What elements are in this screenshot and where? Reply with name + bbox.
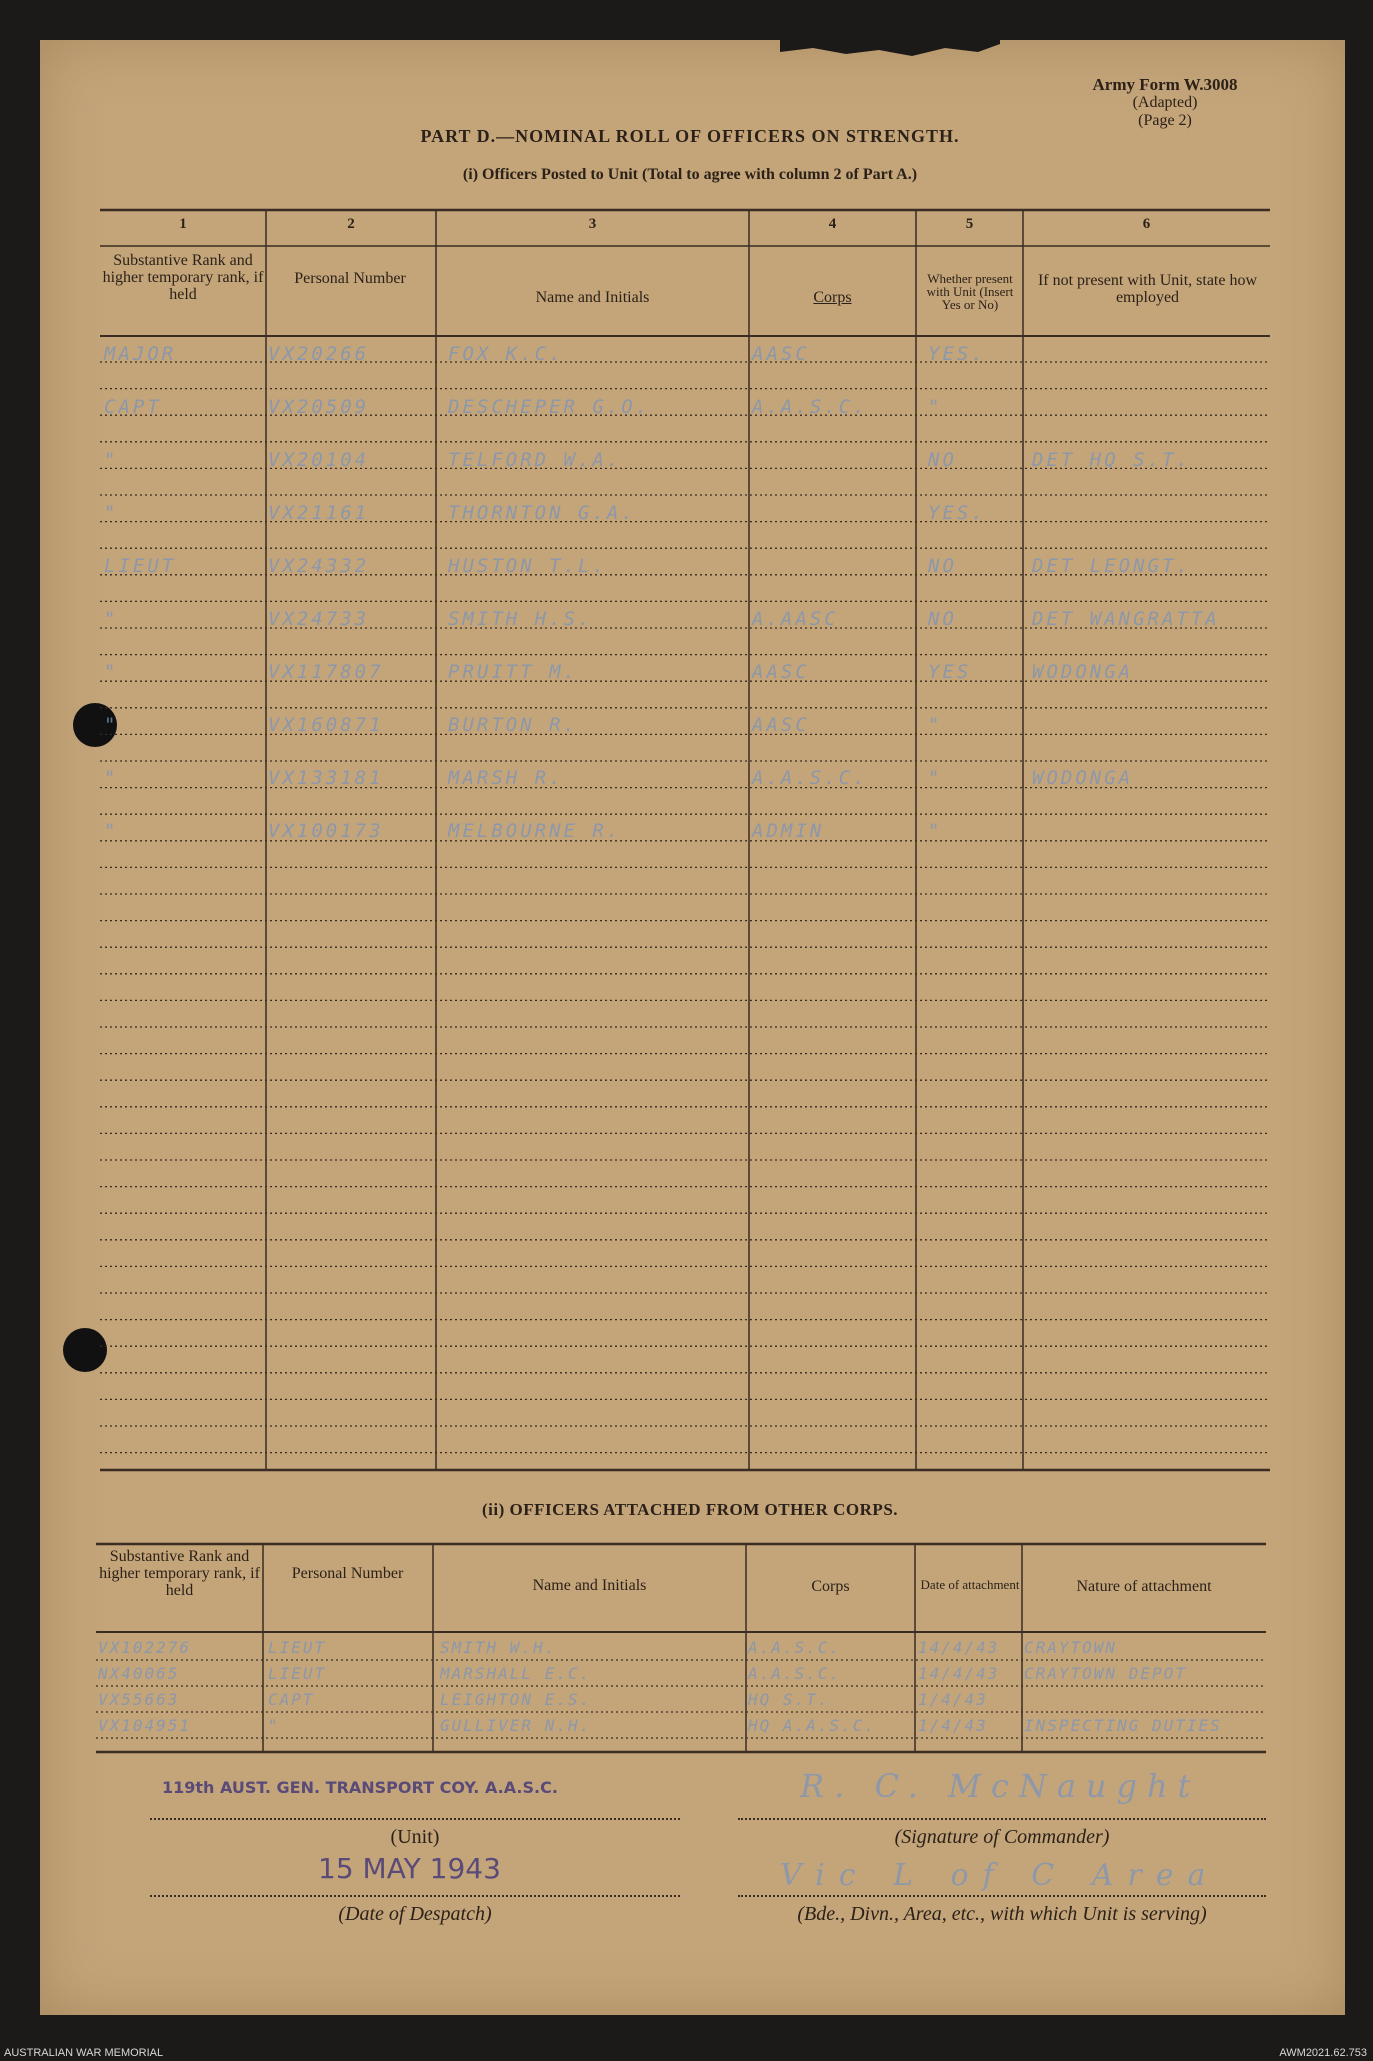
cell-present: ": [928, 767, 943, 789]
cell-name: LEIGHTON E.S.: [440, 1690, 592, 1709]
header-employed: If not present with Unit, state how employed: [1037, 272, 1258, 306]
date-line: [150, 1895, 680, 1897]
area-label: (Bde., Divn., Area, etc., with which Unit is serving): [797, 1903, 1207, 1925]
cell-number: LIEUT: [268, 1638, 327, 1657]
header-name: Name and Initials: [535, 289, 650, 306]
cell-number: VX24332: [268, 555, 370, 577]
cell-present: NO: [928, 555, 957, 577]
cell-name: GULLIVER N.H.: [440, 1716, 592, 1735]
cell-present: NO: [928, 608, 957, 630]
cell-nature: CRAYTOWN: [1024, 1638, 1118, 1657]
area-line: [738, 1895, 1266, 1897]
cell-nature: CRAYTOWN DEPOT: [1024, 1664, 1187, 1683]
cell-name: HUSTON T.L.: [448, 555, 607, 577]
header-rank-ii: Substantive Rank and higher temporary rank, if held: [99, 1548, 260, 1599]
cell-name: BURTON R.: [448, 714, 578, 736]
cell-present: YES.: [928, 343, 986, 365]
part-ii-title: (ii) OFFICERS ATTACHED FROM OTHER CORPS.: [481, 1500, 899, 1519]
cell-employed: DET LEONGT.: [1032, 555, 1191, 577]
cell-present: YES: [928, 661, 972, 683]
cell-date: 14/4/43: [918, 1638, 1000, 1657]
area-handwritten: Vic L of C Area: [780, 1858, 1220, 1893]
cell-number: VX20266: [268, 343, 370, 365]
cell-present: NO: [928, 449, 957, 471]
cell-present: ": [928, 820, 943, 842]
cell-corps: AASC: [752, 343, 810, 365]
cell-name: MARSHALL E.C.: [440, 1664, 592, 1683]
commander-signature: R. C. McNaught: [800, 1767, 1201, 1805]
cell-rank: VX104951: [98, 1716, 192, 1735]
cell-corps: ADMIN: [752, 820, 825, 842]
cell-present: ": [928, 714, 943, 736]
header-present: Whether present with Unit (Insert Yes or No): [926, 271, 1014, 312]
cell-name: DESCHEPER G.O.: [448, 396, 651, 418]
cell-rank: NX40065: [98, 1664, 180, 1683]
header-personal-number-ii: Personal Number: [291, 1565, 404, 1582]
cell-name: SMITH H.S.: [448, 608, 593, 630]
date-label: (Date of Despatch): [338, 1903, 492, 1925]
cell-nature: INSPECTING DUTIES: [1024, 1716, 1222, 1735]
cell-number: VX20509: [268, 396, 370, 418]
cell-number: VX117807: [268, 661, 384, 683]
header-rank: Substantive Rank and higher temporary rank, if held: [102, 252, 264, 303]
cell-rank: ": [104, 608, 119, 630]
cell-name: TELFORD W.A.: [448, 449, 622, 471]
cell-name: SMITH W.H.: [440, 1638, 557, 1657]
header-nature-attachment: Nature of attachment: [1076, 1578, 1212, 1595]
cell-rank: VX55663: [98, 1690, 180, 1709]
header-corps-ii: Corps: [811, 1578, 850, 1595]
cell-corps: A.A.S.C.: [748, 1638, 842, 1657]
cell-number: VX160871: [268, 714, 384, 736]
signature-line: [738, 1818, 1266, 1820]
cell-number: VX100173: [268, 820, 384, 842]
cell-rank: ": [104, 820, 119, 842]
cell-employed: DET WANGRATTA: [1032, 608, 1220, 630]
unit-stamp: 119th AUST. GEN. TRANSPORT COY. A.A.S.C.: [162, 1778, 558, 1797]
cell-name: THORNTON G.A.: [448, 502, 636, 524]
unit-label: (Unit): [390, 1826, 440, 1848]
cell-corps: AASC: [752, 661, 810, 683]
col-number-2: 2: [347, 216, 355, 232]
cell-number: ": [268, 1716, 280, 1735]
cell-rank: ": [104, 714, 119, 736]
cell-name: MARSH R.: [448, 767, 564, 789]
cell-employed: WODONGA: [1032, 767, 1134, 789]
cell-rank: CAPT: [104, 396, 162, 418]
cell-employed: WODONGA: [1032, 661, 1134, 683]
cell-rank: ": [104, 502, 119, 524]
cell-corps: A.A.S.C.: [752, 396, 868, 418]
cell-rank: ": [104, 661, 119, 683]
cell-present: ": [928, 396, 943, 418]
cell-corps: A.A.S.C.: [748, 1664, 842, 1683]
signature-label: (Signature of Commander): [894, 1826, 1110, 1848]
cell-rank: VX102276: [98, 1638, 192, 1657]
cell-corps: HQ A.A.S.C.: [748, 1716, 876, 1735]
cell-number: VX20104: [268, 449, 370, 471]
col-number-5: 5: [965, 216, 974, 232]
form-id: Army Form W.3008: [1092, 75, 1238, 94]
cell-rank: LIEUT: [104, 555, 177, 577]
cell-present: YES.: [928, 502, 986, 524]
cell-name: FOX K.C.: [448, 343, 564, 365]
cell-corps: HQ S.T.: [748, 1690, 830, 1709]
header-name-ii: Name and Initials: [532, 1577, 647, 1594]
cell-employed: DET HQ S.T.: [1032, 449, 1191, 471]
cell-number: LIEUT: [268, 1664, 327, 1683]
col-number-3: 3: [588, 216, 597, 232]
part-d-subtitle: (i) Officers Posted to Unit (Total to agree with column 2 of Part A.): [462, 166, 918, 183]
cell-date: 1/4/43: [918, 1690, 988, 1709]
cell-number: VX24733: [268, 608, 370, 630]
form-adapted: (Adapted): [1132, 94, 1198, 111]
col-number-4: 4: [828, 216, 837, 232]
unit-line: [150, 1818, 680, 1820]
form-page: (Page 2): [1138, 112, 1192, 129]
cell-date: 14/4/43: [918, 1664, 1000, 1683]
col-number-1: 1: [179, 216, 187, 232]
cell-number: CAPT: [268, 1690, 315, 1709]
cell-corps: A.A.S.C.: [752, 767, 868, 789]
cell-rank: ": [104, 449, 119, 471]
cell-rank: ": [104, 767, 119, 789]
cell-number: VX21161: [268, 502, 370, 524]
cell-corps: A.AASC: [752, 608, 839, 630]
col-number-6: 6: [1142, 216, 1151, 232]
cell-rank: MAJOR: [104, 343, 177, 365]
header-personal-number: Personal Number: [294, 270, 406, 287]
cell-name: PRUITT M.: [448, 661, 578, 683]
header-date-attachment: Date of attachment: [920, 1577, 1020, 1592]
cell-name: MELBOURNE R.: [448, 820, 622, 842]
date-stamp: 15 MAY 1943: [318, 1852, 501, 1885]
header-corps: Corps: [813, 289, 852, 306]
archive-caption-left: AUSTRALIAN WAR MEMORIAL: [4, 2047, 164, 2059]
part-d-title: PART D.—NOMINAL ROLL OF OFFICERS ON STRENGTH.: [420, 126, 960, 146]
cell-number: VX133181: [268, 767, 384, 789]
cell-date: 1/4/43: [918, 1716, 988, 1735]
archive-caption-right: AWM2021.62.753: [1279, 2047, 1367, 2059]
cell-corps: AASC: [752, 714, 810, 736]
